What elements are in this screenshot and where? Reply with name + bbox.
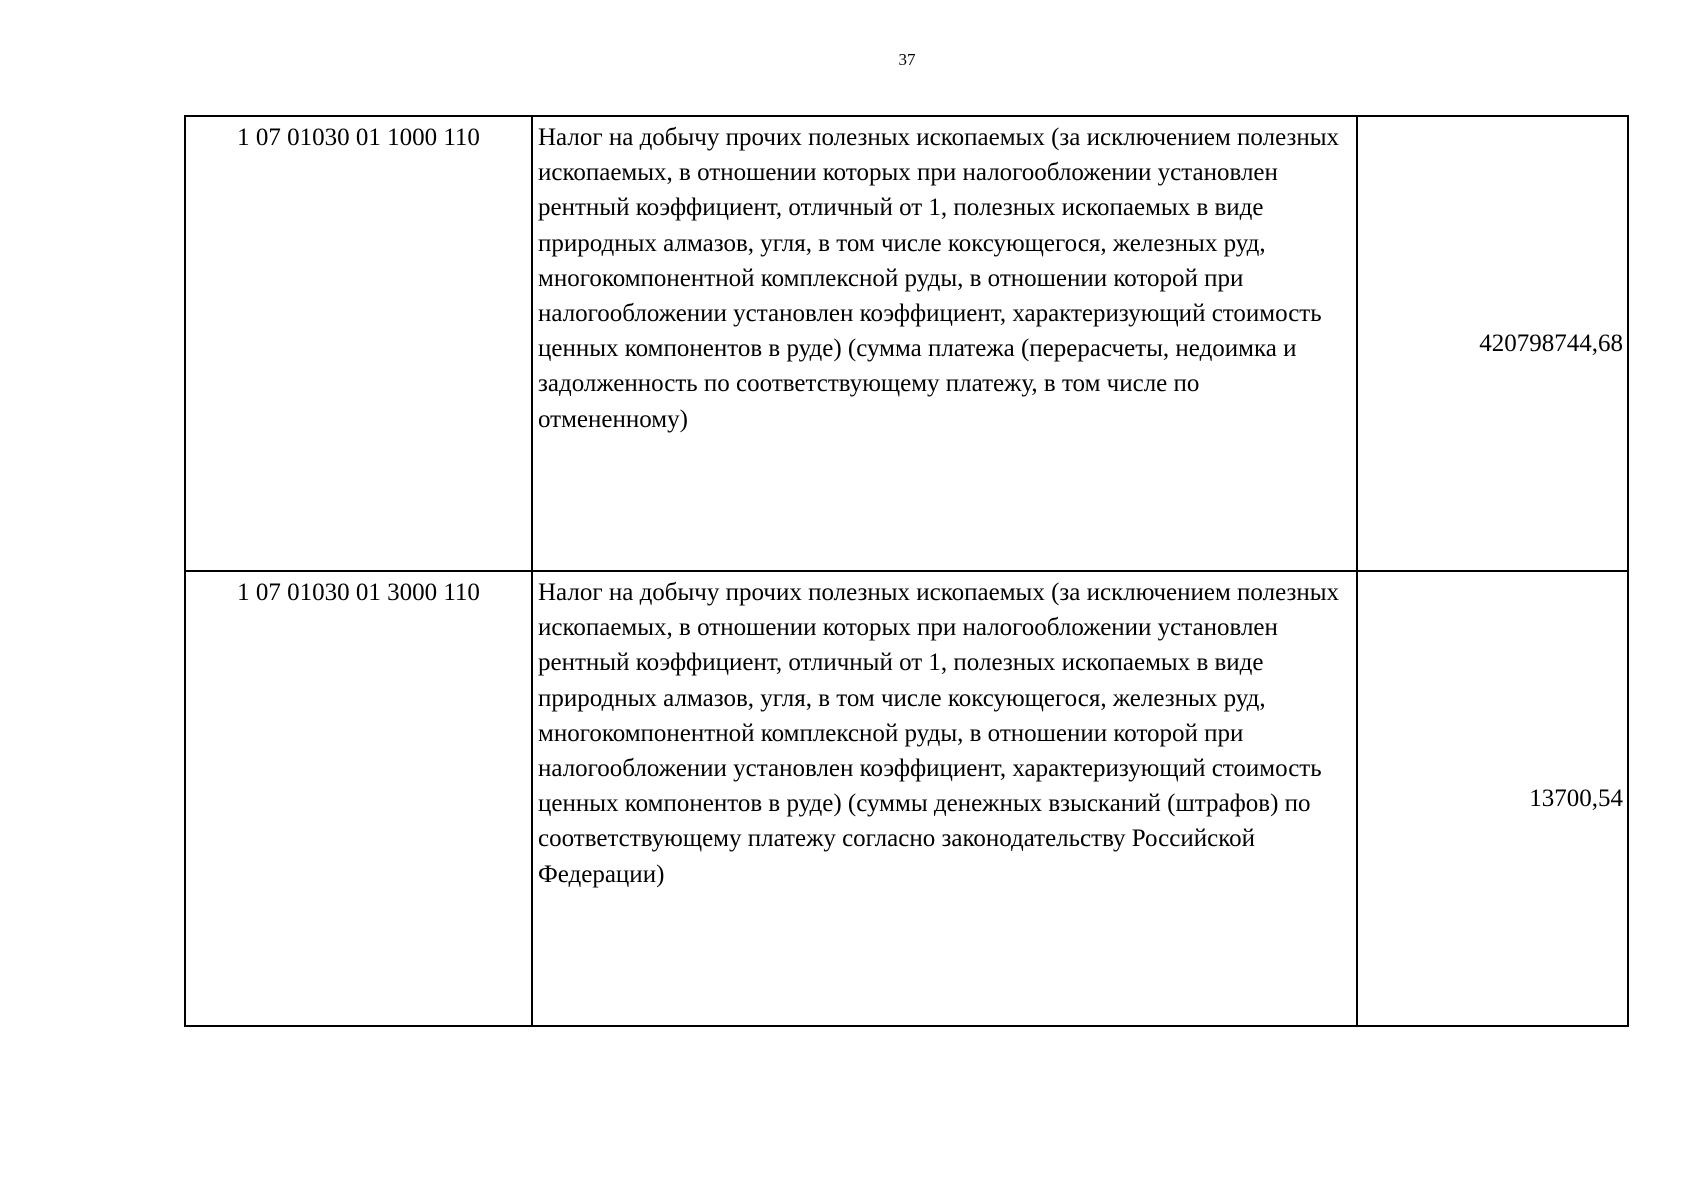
revenue-description-cell: Налог на добычу прочих полезных ископаемых (за исключением полезных ископаемых, в отношении которых при налогообложении установлен рентный коэффициент, отличный от 1, полезных ископаемых в виде природных алмазов, угля, в том числе коксующегося, железных руд, многокомпонентной комплексной руды, в отношении которой при налогообложении установлен коэффициент, характеризующий стоимость ценных компонентов в руде) (сумма платежа (перерасчеты, недоимка и задолженность по соответствующему платежу, в том числе по отмененному) [532,116,1357,571]
revenue-code-cell: 1 07 01030 01 3000 110 [185,571,532,1026]
table-row [185,116,1628,571]
budget-revenue-table [184,115,1629,1027]
page-number: 37 [898,50,916,69]
revenue-amount-cell: 420798744,68 [1357,116,1628,571]
revenue-amount-cell: 13700,54 [1357,571,1628,1026]
revenue-code-cell: 1 07 01030 01 1000 110 [185,116,532,571]
table-row [185,571,1628,1026]
revenue-description-cell: Налог на добычу прочих полезных ископаемых (за исключением полезных ископаемых, в отношении которых при налогообложении установлен рентный коэффициент, отличный от 1, полезных ископаемых в виде природных алмазов, угля, в том числе коксующегося, железных руд, многокомпонентной комплексной руды, в отношении которой при налогообложении установлен коэффициент, характеризующий стоимость ценных компонентов в руде) (суммы денежных взысканий (штрафов) по соответствующему платежу согласно законодательству Российской Федерации) [532,571,1357,1026]
